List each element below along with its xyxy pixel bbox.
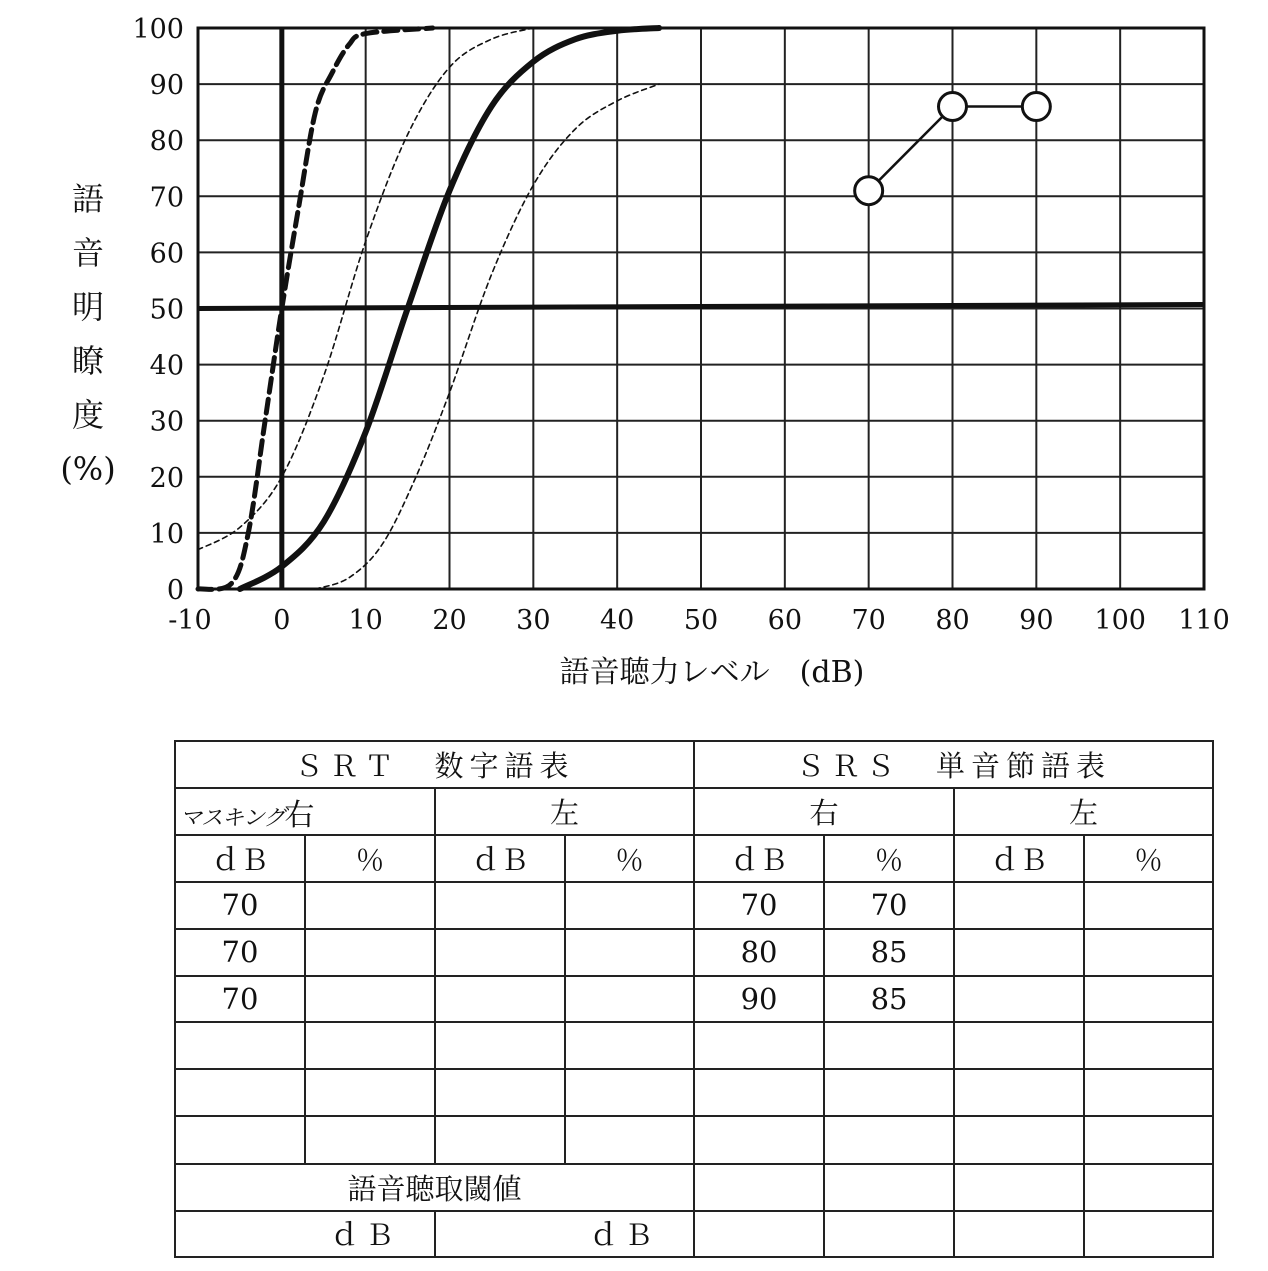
threshold-label: 語音聴取閾値 <box>175 1164 694 1211</box>
srs-right-pct-cell: 70 <box>824 882 954 929</box>
y-axis-label-char: 瞭 <box>71 342 105 380</box>
col-pct: ％ <box>1084 835 1213 881</box>
table-row <box>175 1069 1213 1116</box>
y-tick-label: 10 <box>149 518 184 550</box>
srt-right-db-cell: 70 <box>175 929 305 976</box>
empty-cell <box>305 929 435 976</box>
srs-title: ＳＲＳ 単音節語表 <box>694 741 1213 788</box>
col-db: ｄＢ <box>175 835 305 881</box>
threshold-unit-left: ｄＢ <box>175 1211 435 1257</box>
table-row <box>175 1022 1213 1069</box>
empty-cell <box>1084 976 1213 1022</box>
srs-right-pct-cell: 85 <box>824 976 954 1022</box>
empty-cell <box>305 976 435 1022</box>
x-tick-label: 0 <box>273 605 291 636</box>
measured-point-circle <box>939 93 967 121</box>
srs-right-db-cell: 90 <box>694 976 824 1022</box>
y-tick-label: 0 <box>166 575 184 606</box>
threshold-unit-right: ｄＢ <box>435 1211 694 1257</box>
col-pct: ％ <box>824 835 954 881</box>
srt-right-db-cell: 70 <box>175 976 305 1022</box>
y-tick-label: 50 <box>149 294 184 326</box>
y-axis-ticks <box>132 14 184 606</box>
empty-cell <box>565 882 694 929</box>
srt-right-header <box>175 788 435 835</box>
y-axis-label-char: 音 <box>71 234 105 272</box>
x-tick-label: 90 <box>1019 605 1054 636</box>
empty-cell <box>1084 882 1213 929</box>
curve-dashed-thin-right <box>315 84 659 589</box>
y-tick-label: 20 <box>149 462 184 494</box>
chart-grid <box>198 28 1204 589</box>
col-db: ｄＢ <box>954 835 1084 881</box>
srt-left-label: 左 <box>435 788 694 835</box>
y-axis-label <box>60 180 115 488</box>
measured-point-circle <box>1022 93 1050 121</box>
y-axis-label-char: 度 <box>71 396 105 434</box>
empty-cell <box>1084 929 1213 976</box>
table-row <box>175 1116 1213 1163</box>
x-tick-label: 40 <box>599 605 635 636</box>
srs-right-db-cell: 70 <box>694 882 824 929</box>
threshold-row <box>175 1164 1213 1211</box>
y-axis-label-char: (%) <box>60 450 116 488</box>
y-tick-label: 70 <box>149 182 184 214</box>
x-tick-label: 30 <box>516 605 551 636</box>
srt-right-db-cell: 70 <box>175 882 305 929</box>
empty-cell <box>435 929 565 976</box>
empty-cell <box>565 976 694 1022</box>
y-axis-label-char: 語 <box>71 180 105 218</box>
col-pct: ％ <box>565 835 694 881</box>
x-tick-label: 110 <box>1178 605 1230 636</box>
x-tick-label: 80 <box>935 605 970 636</box>
srt-right-label: 右 <box>284 797 315 833</box>
x-tick-label: 50 <box>683 605 719 636</box>
x-tick-label: -10 <box>168 605 212 636</box>
x-axis-label: 語音聴力レベル (dB) <box>559 655 865 690</box>
col-db: ｄＢ <box>435 835 565 881</box>
x-tick-label: 60 <box>767 605 803 636</box>
srs-left-label: 左 <box>954 788 1213 835</box>
empty-cell <box>954 882 1084 929</box>
empty-cell <box>954 929 1084 976</box>
srs-right-db-cell: 80 <box>694 929 824 976</box>
y-tick-label: 80 <box>149 126 184 158</box>
y-tick-label: 90 <box>149 70 184 102</box>
y-tick-label: 60 <box>149 238 184 270</box>
masking-note: マスキング <box>180 805 285 831</box>
threshold-unit-row <box>175 1211 1213 1257</box>
x-axis-ticks <box>168 605 1230 636</box>
col-pct: ％ <box>305 835 435 881</box>
table-row <box>175 882 1213 929</box>
empty-cell <box>305 882 435 929</box>
empty-cell <box>954 976 1084 1022</box>
y-tick-label: 40 <box>149 350 184 382</box>
empty-cell <box>565 929 694 976</box>
results-sheet <box>174 740 1214 1258</box>
x-tick-label: 20 <box>432 605 467 636</box>
y-tick-label: 100 <box>132 14 184 45</box>
srt-title: ＳＲＴ 数字語表 <box>175 741 694 788</box>
speech-test-table <box>174 740 1212 1258</box>
measured-point-circle <box>855 177 883 205</box>
y-tick-label: 30 <box>149 406 184 438</box>
x-tick-label: 100 <box>1094 605 1146 636</box>
x-tick-label: 70 <box>851 605 886 636</box>
x-tick-label: 10 <box>348 605 383 636</box>
empty-cell <box>435 976 565 1022</box>
y-axis-label-char: 明 <box>71 288 105 326</box>
table-row <box>175 929 1213 976</box>
empty-cell <box>435 882 565 929</box>
srs-right-pct-cell: 85 <box>824 929 954 976</box>
srs-right-label: 右 <box>694 788 954 835</box>
col-db: ｄＢ <box>694 835 824 881</box>
table-row <box>175 976 1213 1022</box>
